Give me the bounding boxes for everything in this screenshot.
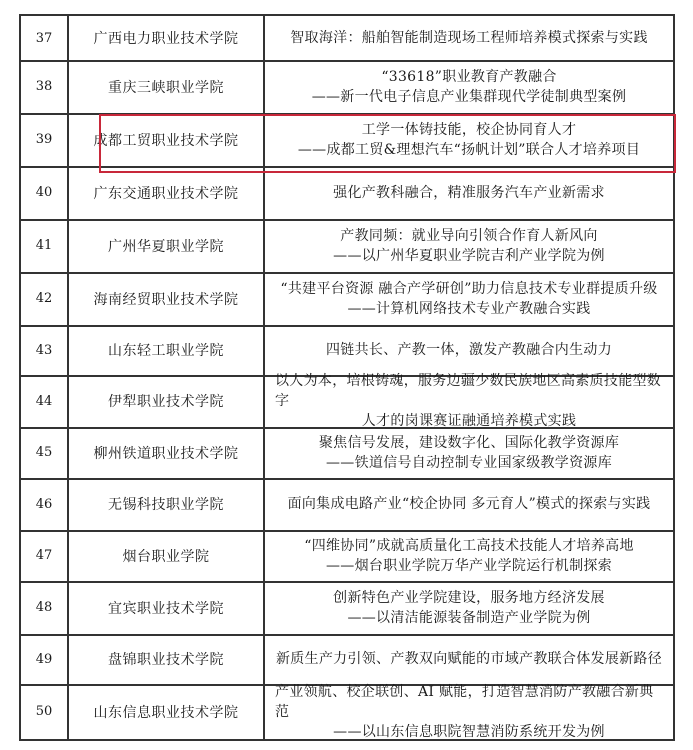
row-number: 45 (35, 445, 53, 460)
case-title (263, 581, 673, 634)
case-title (263, 375, 673, 427)
school-name: 柳州铁道职业技术学院 (67, 427, 263, 478)
row-number: 42 (35, 291, 53, 306)
row-number: 47 (35, 548, 53, 563)
case-title (263, 219, 673, 272)
table-row (19, 219, 675, 274)
school-name: 广东交通职业技术学院 (67, 166, 263, 219)
row-number: 46 (35, 496, 53, 512)
case-title-main: 创新特色产业学院建设，服务地方经济发展 (333, 589, 605, 606)
row-number: 44 (35, 393, 53, 409)
row-number: 41 (35, 238, 53, 253)
case-title-main: 产教同频：就业导向引领合作育人新风向 (340, 227, 598, 244)
case-title-main: “共建平台资源 融合产学研创”助力信息技术专业群提质升级 (280, 280, 658, 297)
case-title (263, 530, 673, 581)
case-title-main: “四维协同”成就高质量化工高技术技能人才培养高地 (304, 537, 634, 554)
school-name: 山东轻工职业学院 (67, 325, 263, 375)
school-name: 海南经贸职业技术学院 (67, 272, 263, 325)
school-name: 成都工贸职业技术学院 (67, 113, 263, 166)
school-name: 无锡科技职业学院 (67, 478, 263, 530)
case-title (263, 60, 673, 113)
case-title-main: 产业领航、校企联创、AI 赋能，打造智慧消防产教融合新典范 (275, 683, 654, 720)
case-title-sub: ——成都工贸&理想汽车“扬帆计划”联合人才培养项目 (297, 141, 641, 158)
case-title-main: 面向集成电路产业“校企协同 多元育人”模式的探索与实践 (287, 496, 651, 512)
row-number: 48 (35, 600, 53, 615)
case-title-sub: ——计算机网络技术专业产教融合实践 (347, 300, 591, 317)
case-title-sub: 人才的岗课赛证融通培养模式实践 (361, 413, 577, 429)
case-title-main: 以人为本，培根铸魂，服务边疆少数民族地区高素质技能型数字 (275, 373, 662, 409)
case-title-sub: ——以山东信息职院智慧消防系统开发为例 (333, 723, 605, 740)
table-row (19, 166, 675, 221)
table-row (19, 60, 675, 115)
school-name: 伊犁职业技术学院 (67, 375, 263, 427)
case-title-sub: ——烟台职业学院万华产业学院运行机制探索 (326, 557, 612, 574)
table-row (19, 684, 675, 741)
row-number: 43 (35, 342, 53, 358)
case-title-main: 新质生产力引领、产教双向赋能的市域产教联合体发展新路径 (275, 651, 663, 667)
case-title-sub: ——新一代电子信息产业集群现代学徒制典型案例 (311, 88, 627, 105)
table-row (19, 14, 675, 62)
school-name: 盘锦职业技术学院 (67, 634, 263, 684)
row-number: 50 (35, 704, 53, 719)
row-number: 49 (35, 651, 53, 667)
case-title (263, 166, 673, 219)
school-name: 烟台职业学院 (67, 530, 263, 581)
school-name: 广西电力职业技术学院 (67, 16, 263, 60)
table-row (19, 325, 675, 377)
case-title-main: 强化产教科融合，精准服务汽车产业新需求 (333, 184, 605, 201)
case-title (263, 478, 673, 530)
school-name: 重庆三峡职业学院 (67, 60, 263, 113)
table-row (19, 634, 675, 686)
case-title (263, 684, 673, 739)
case-title (263, 634, 673, 684)
table-row (19, 478, 675, 532)
table-row (19, 530, 675, 583)
case-title-sub: ——以广州华夏职业学院吉利产业学院为例 (333, 247, 605, 264)
row-number: 40 (35, 185, 53, 200)
case-title (263, 16, 673, 60)
case-title-sub: ——铁道信号自动控制专业国家级教学资源库 (326, 454, 612, 471)
case-title (263, 325, 673, 375)
case-title-main: 智取海洋：船舶智能制造现场工程师培养模式探索与实践 (290, 30, 648, 46)
table-row (19, 427, 675, 480)
school-name: 山东信息职业技术学院 (67, 684, 263, 739)
case-title-main: 工学一体铸技能，校企协同育人才 (361, 121, 577, 138)
case-title-main: 四链共长、产教一体，激发产教融合内生动力 (326, 342, 612, 358)
case-title (263, 427, 673, 478)
row-number: 38 (35, 79, 53, 94)
case-title-sub: ——以清洁能源装备制造产业学院为例 (347, 609, 591, 626)
row-number: 39 (35, 132, 53, 147)
table-row (19, 272, 675, 327)
school-name: 宜宾职业技术学院 (67, 581, 263, 634)
table-row (19, 581, 675, 636)
case-title (263, 113, 673, 166)
cases-table (19, 14, 675, 741)
school-name: 广州华夏职业学院 (67, 219, 263, 272)
table-row (19, 113, 675, 168)
table-row (19, 375, 675, 429)
case-title (263, 272, 673, 325)
case-title-main: “33618”职业教育产教融合 (381, 68, 557, 85)
case-title-main: 聚焦信号发展，建设数字化、国际化教学资源库 (318, 434, 620, 451)
row-number: 37 (35, 30, 53, 46)
